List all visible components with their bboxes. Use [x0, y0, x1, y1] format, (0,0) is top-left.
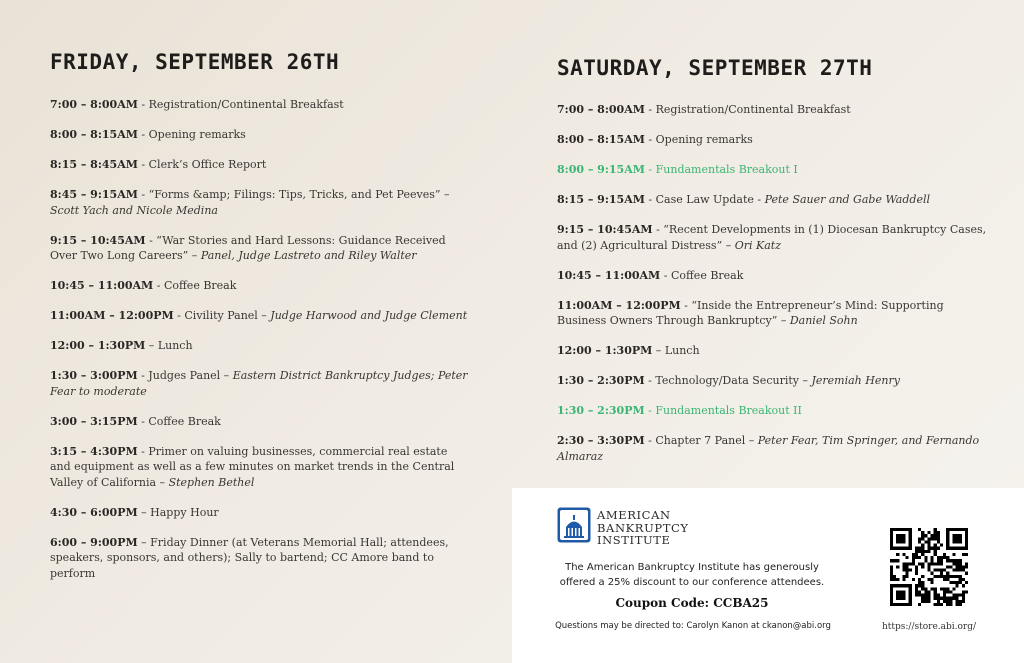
event-time: 6:00 – 9:00PM [50, 535, 138, 549]
logo-line-3: INSTITUTE [597, 533, 671, 547]
event-separator: – [137, 535, 151, 549]
saturday-event [557, 192, 987, 208]
event-time: 3:15 – 4:30PM [50, 444, 138, 458]
event-separator: - [137, 158, 149, 171]
event-separator: - [660, 268, 671, 282]
event-time: 2:30 – 3:30PM [557, 434, 645, 447]
event-description: Clerk’s Office Report [148, 158, 267, 171]
saturday-title: SATURDAY, SEPTEMBER 27TH [557, 56, 873, 80]
event-description: Coffee Break [670, 268, 744, 282]
saturday-schedule [557, 102, 987, 479]
event-separator: - [644, 103, 656, 116]
event-description: Judges Panel – [148, 369, 233, 382]
event-description: “Forms &amp; Filings: Tips, Tricks, and Pet Peeves” – [148, 188, 450, 201]
event-separator: - [137, 444, 149, 458]
event-speakers: Stephen Bethel [168, 475, 255, 489]
event-separator: - [137, 414, 149, 428]
event-description: Opening remarks [148, 128, 246, 141]
event-time: 9:15 – 10:45AM [557, 223, 653, 236]
event-description: Opening remarks [655, 133, 753, 146]
event-description: “Recent Developments in (1) Diocesan Bankruptcy Cases, and (2) Agricultural Distress” – [557, 223, 987, 252]
friday-schedule [50, 97, 470, 596]
capitol-dome-icon [557, 507, 591, 543]
event-separator: - [137, 369, 149, 382]
event-description: “Inside the Entrepreneur’s Mind: Supporting Business Owners Through Bankruptcy” – [557, 298, 944, 327]
saturday-event [557, 373, 987, 389]
friday-event [50, 368, 470, 399]
friday-event [50, 414, 470, 430]
event-description: Happy Hour [150, 505, 219, 519]
contact-questions: Questions may be directed to: Carolyn Kanon at ckanon@abi.org [555, 621, 831, 631]
event-time: 1:30 – 2:30PM [557, 374, 645, 387]
event-description: Registration/Continental Breakfast [655, 103, 851, 116]
friday-title: FRIDAY, SEPTEMBER 26TH [50, 50, 340, 74]
event-speakers: Pete Sauer and Gabe Waddell [764, 193, 930, 206]
event-description: Lunch [157, 339, 193, 352]
event-description: Coffee Break [163, 279, 237, 292]
event-description: “War Stories and Hard Lessons: Guidance Received Over Two Long Careers” – [50, 233, 446, 262]
event-time: 11:00AM – 12:00PM [50, 309, 174, 322]
event-speakers: Peter Fear, Tim Springer, and Fernando Almaraz [557, 434, 980, 463]
event-description: Coffee Break [148, 414, 221, 428]
event-time: 3:00 – 3:15PM [50, 414, 138, 428]
saturday-event [557, 162, 987, 178]
event-description: Technology/Data Security – [655, 374, 812, 387]
event-time: 10:45 – 11:00AM [557, 268, 661, 282]
logo-line-2: BANKRUPTCY [597, 520, 689, 535]
friday-event [50, 157, 470, 173]
event-separator: - [644, 374, 656, 387]
event-separator: - [644, 404, 656, 417]
event-time: 8:00 – 9:15AM [557, 163, 645, 176]
event-time: 8:45 – 9:15AM [50, 188, 138, 201]
friday-event [50, 505, 470, 521]
qr-code-icon[interactable] [890, 528, 968, 606]
event-time: 7:00 – 8:00AM [557, 103, 645, 116]
event-speakers: Panel, Judge Lastreto and Riley Walter [200, 249, 417, 262]
event-description: Fundamentals Breakout II [655, 404, 802, 417]
event-description: Friday Dinner (at Veterans Memorial Hall; attendees, speakers, sponsors, and others); Sally to bartend; CC Amore band to perform [50, 535, 449, 580]
event-separator: - [153, 279, 164, 292]
event-separator: - [173, 309, 185, 322]
discount-offer-text [542, 560, 842, 590]
event-time: 8:00 – 8:15AM [557, 133, 645, 146]
event-speakers: Jeremiah Henry [811, 374, 900, 387]
abi-logo-text [597, 509, 689, 547]
saturday-event [557, 102, 987, 118]
event-description: Lunch [664, 344, 700, 357]
event-separator: - [137, 98, 149, 111]
event-time: 12:00 – 1:30PM [50, 339, 146, 352]
event-speakers: Daniel Sohn [789, 314, 858, 327]
event-speakers: Ori Katz [734, 238, 781, 252]
event-separator: - [680, 298, 692, 312]
event-separator: - [137, 188, 149, 201]
friday-event [50, 444, 470, 491]
event-description: Primer on valuing businesses, commercial real estate and equipment as well as a few minutes on market trends in the Central Valley of California – [50, 444, 455, 489]
event-speakers: Judge Harwood and Judge Clement [270, 309, 468, 322]
saturday-event [557, 403, 987, 419]
saturday-event [557, 298, 987, 329]
event-separator: - [644, 434, 656, 447]
friday-event [50, 187, 470, 218]
coupon-code: Coupon Code: CCBA25 [615, 596, 769, 610]
offer-line-2: offered a 25% discount to our conference attendees. [559, 577, 825, 588]
event-time: 8:00 – 8:15AM [50, 128, 138, 141]
logo-line-1: AMERICAN [597, 508, 671, 522]
event-separator: - [644, 163, 656, 176]
event-time: 4:30 – 6:00PM [50, 505, 138, 519]
friday-event [50, 278, 470, 294]
event-time: 12:00 – 1:30PM [557, 344, 653, 357]
store-url-link[interactable]: https://store.abi.org/ [881, 622, 977, 632]
saturday-event [557, 268, 987, 284]
event-time: 8:15 – 8:45AM [50, 158, 138, 171]
event-speakers: Eastern District Bankruptcy Judges; Peter Fear to moderate [50, 369, 468, 398]
event-description: Fundamentals Breakout I [655, 163, 798, 176]
saturday-event [557, 433, 987, 464]
event-time: 9:15 – 10:45AM [50, 233, 146, 247]
abi-logo [557, 507, 707, 551]
friday-event [50, 535, 470, 582]
event-time: 11:00AM – 12:00PM [557, 298, 681, 312]
friday-event [50, 127, 470, 143]
event-separator: - [644, 193, 656, 206]
saturday-event [557, 132, 987, 148]
friday-event [50, 97, 470, 113]
saturday-event [557, 343, 987, 359]
event-speakers: Scott Yach and Nicole Medina [50, 203, 218, 217]
event-time: 1:30 – 2:30PM [557, 404, 645, 417]
event-separator: - [137, 128, 149, 141]
abi-promo-panel [512, 488, 1024, 663]
event-time: 10:45 – 11:00AM [50, 279, 154, 292]
friday-event [50, 338, 470, 354]
event-separator: - [644, 133, 656, 146]
event-time: 1:30 – 3:00PM [50, 369, 138, 382]
saturday-event [557, 222, 987, 253]
event-description: Civility Panel – [184, 309, 271, 322]
friday-event [50, 308, 470, 324]
event-time: 8:15 – 9:15AM [557, 193, 645, 206]
event-description: Case Law Update - [655, 193, 765, 206]
event-separator: – [137, 505, 151, 519]
friday-event [50, 233, 470, 264]
event-time: 7:00 – 8:00AM [50, 98, 138, 111]
event-separator: - [652, 223, 664, 236]
event-separator: – [652, 344, 665, 357]
event-description: Registration/Continental Breakfast [148, 98, 344, 111]
event-description: Chapter 7 Panel – [655, 434, 758, 447]
event-separator: – [145, 339, 158, 352]
event-separator: - [145, 233, 157, 247]
offer-line-1: The American Bankruptcy Institute has generously [565, 562, 819, 573]
